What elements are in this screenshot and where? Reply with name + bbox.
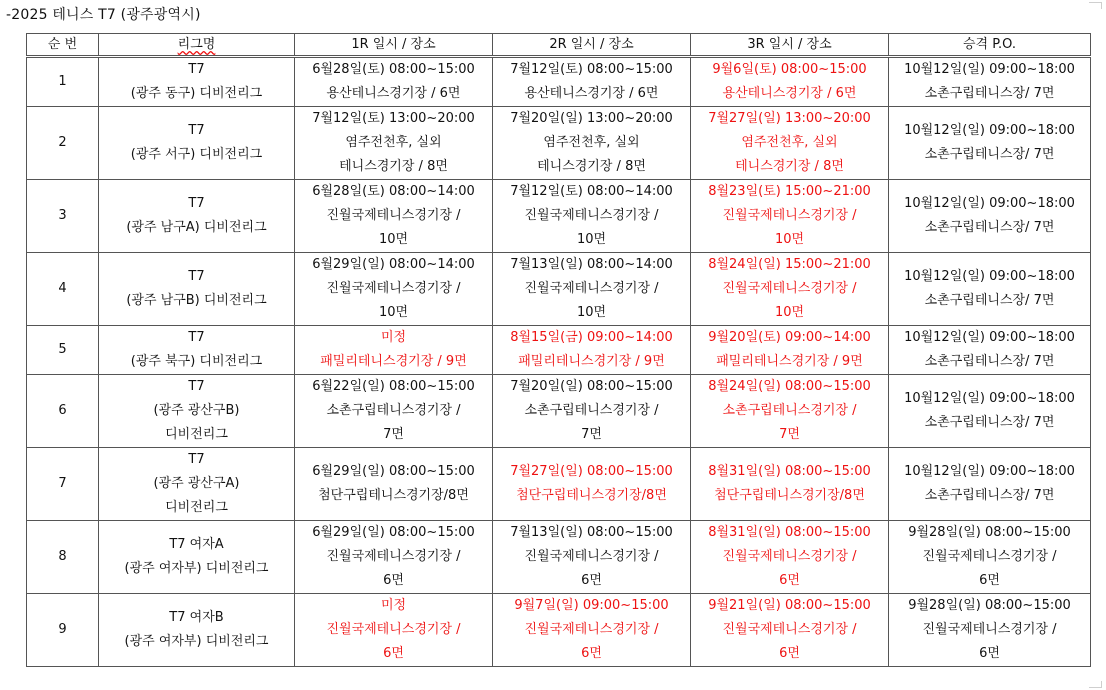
schedule-line: 소촌구립테니스장/ 7면	[924, 220, 1055, 235]
league-name-line: T7	[188, 452, 205, 467]
row-number: 9	[27, 594, 99, 667]
schedule-line: 진월국제테니스경기장 /	[524, 549, 659, 564]
table-row	[27, 180, 1091, 253]
schedule-line: 7월20일(일) 08:00~15:00	[510, 379, 673, 394]
table-row	[27, 253, 1091, 326]
league-name-cell	[99, 448, 295, 521]
round-3-cell	[691, 253, 889, 326]
schedule-line: 소촌구립테니스경기장 /	[326, 403, 461, 418]
schedule-line: 소촌구립테니스경기장 /	[722, 403, 857, 418]
schedule-line: 6월29일(일) 08:00~15:00	[312, 464, 475, 479]
schedule-line: 진월국제테니스경기장 /	[524, 281, 659, 296]
schedule-line: 진월국제테니스경기장 /	[524, 208, 659, 223]
round-1-cell	[295, 375, 493, 448]
schedule-line: 소촌구립테니스장/ 7면	[924, 147, 1055, 162]
schedule-line: 10면	[378, 305, 409, 320]
league-name-cell	[99, 375, 295, 448]
league-name-line: T7 여자A	[169, 537, 224, 552]
page-corner-mark	[1089, 681, 1102, 688]
schedule-line: 진월국제테니스경기장 /	[722, 208, 857, 223]
schedule-line: 염주전천후, 실외	[741, 135, 838, 150]
schedule-line: 6면	[581, 573, 602, 588]
schedule-line: 소촌구립테니스경기장 /	[524, 403, 659, 418]
row-number: 6	[27, 375, 99, 448]
schedule-line: 10월12일(일) 09:00~18:00	[904, 196, 1075, 211]
schedule-line: 패밀리테니스경기장 / 9면	[518, 354, 665, 369]
promotion-playoff-cell	[889, 253, 1091, 326]
round-3-cell	[691, 448, 889, 521]
promotion-playoff-cell	[889, 448, 1091, 521]
schedule-line: 9월28일(일) 08:00~15:00	[908, 525, 1071, 540]
schedule-line: 8월24일(일) 15:00~21:00	[708, 257, 871, 272]
schedule-line: 10월12일(일) 09:00~18:00	[904, 62, 1075, 77]
schedule-line: 9월20일(토) 09:00~14:00	[708, 330, 871, 345]
schedule-line: 용산테니스경기장 / 6면	[326, 86, 461, 101]
round-2-cell	[493, 521, 691, 594]
round-3-cell	[691, 180, 889, 253]
round-3-cell	[691, 521, 889, 594]
schedule-line: 테니스경기장 / 8면	[537, 159, 646, 174]
schedule-line: 용산테니스경기장 / 6면	[524, 86, 659, 101]
league-schedule-table	[26, 33, 1091, 667]
schedule-line: 7면	[779, 427, 800, 442]
league-name-line: (광주 광산구A)	[153, 476, 240, 491]
schedule-line: 첨단구립테니스경기장/8면	[714, 488, 865, 503]
promotion-playoff-cell	[889, 107, 1091, 180]
header-league: 리그명	[99, 34, 295, 57]
schedule-line: 7면	[383, 427, 404, 442]
schedule-line: 소촌구립테니스장/ 7면	[924, 488, 1055, 503]
table-row	[27, 448, 1091, 521]
round-2-cell	[493, 594, 691, 667]
round-3-cell	[691, 594, 889, 667]
row-number: 5	[27, 326, 99, 375]
round-2-cell	[493, 375, 691, 448]
round-1-cell	[295, 253, 493, 326]
league-name-cell	[99, 107, 295, 180]
schedule-line: 10월12일(일) 09:00~18:00	[904, 123, 1075, 138]
schedule-line: 10면	[774, 232, 805, 247]
schedule-line: 소촌구립테니스장/ 7면	[924, 415, 1055, 430]
league-name-line: T7	[188, 123, 205, 138]
league-name-line: (광주 여자부) 디비전리그	[124, 561, 269, 576]
page-corner-mark	[1089, 2, 1102, 9]
round-3-cell	[691, 326, 889, 375]
schedule-line: 소촌구립테니스장/ 7면	[924, 86, 1055, 101]
schedule-line: 7월20일(일) 13:00~20:00	[510, 111, 673, 126]
schedule-line: 6월29일(일) 08:00~14:00	[312, 257, 475, 272]
round-2-cell	[493, 448, 691, 521]
row-number: 2	[27, 107, 99, 180]
row-number: 3	[27, 180, 99, 253]
schedule-line: 10월12일(일) 09:00~18:00	[904, 330, 1075, 345]
schedule-line: 6월28일(토) 08:00~14:00	[312, 184, 475, 199]
promotion-playoff-cell	[889, 594, 1091, 667]
round-3-cell	[691, 107, 889, 180]
schedule-line: 진월국제테니스경기장 /	[922, 549, 1057, 564]
league-name-line: (광주 서구) 디비전리그	[130, 147, 263, 162]
schedule-line: 10면	[774, 305, 805, 320]
schedule-line: 6면	[979, 573, 1000, 588]
round-2-cell	[493, 180, 691, 253]
schedule-line: 9월28일(일) 08:00~15:00	[908, 598, 1071, 613]
round-1-cell	[295, 57, 493, 107]
table-row	[27, 594, 1091, 667]
schedule-line: 진월국제테니스경기장 /	[922, 622, 1057, 637]
round-1-cell	[295, 521, 493, 594]
schedule-line: 6월29일(일) 08:00~15:00	[312, 525, 475, 540]
schedule-line: 6면	[979, 646, 1000, 661]
document-title: -2025 테니스 T7 (광주광역시)	[6, 7, 201, 23]
league-name-line: T7	[188, 379, 205, 394]
league-name-line: T7	[188, 196, 205, 211]
league-name-cell	[99, 594, 295, 667]
header-round-3: 3R 일시 / 장소	[691, 34, 889, 57]
table-row	[27, 326, 1091, 375]
round-2-cell	[493, 253, 691, 326]
league-name-line: (광주 광산구B)	[153, 403, 240, 418]
header-round-2: 2R 일시 / 장소	[493, 34, 691, 57]
schedule-line: 6면	[383, 646, 404, 661]
schedule-line: 6월22일(일) 08:00~15:00	[312, 379, 475, 394]
promotion-playoff-cell	[889, 57, 1091, 107]
round-1-cell	[295, 448, 493, 521]
round-3-cell	[691, 375, 889, 448]
league-name-line: T7 여자B	[169, 610, 224, 625]
schedule-line: 패밀리테니스경기장 / 9면	[716, 354, 863, 369]
round-3-cell	[691, 57, 889, 107]
schedule-line: 10월12일(일) 09:00~18:00	[904, 464, 1075, 479]
schedule-line: 진월국제테니스경기장 /	[722, 622, 857, 637]
schedule-line: 7월12일(토) 08:00~14:00	[510, 184, 673, 199]
round-2-cell	[493, 326, 691, 375]
schedule-line: 진월국제테니스경기장 /	[326, 622, 461, 637]
header-no: 순 번	[27, 34, 99, 57]
league-name-cell	[99, 57, 295, 107]
round-1-cell	[295, 107, 493, 180]
schedule-line: 진월국제테니스경기장 /	[722, 549, 857, 564]
row-number: 1	[27, 57, 99, 107]
league-name-line: T7	[188, 62, 205, 77]
league-name-cell	[99, 521, 295, 594]
schedule-line: 진월국제테니스경기장 /	[524, 622, 659, 637]
schedule-line: 8월23일(토) 15:00~21:00	[708, 184, 871, 199]
schedule-line: 10월12일(일) 09:00~18:00	[904, 269, 1075, 284]
schedule-line: 진월국제테니스경기장 /	[326, 281, 461, 296]
schedule-line: 패밀리테니스경기장 / 9면	[320, 354, 467, 369]
promotion-playoff-cell	[889, 326, 1091, 375]
promotion-playoff-cell	[889, 180, 1091, 253]
schedule-line: 10월12일(일) 09:00~18:00	[904, 391, 1075, 406]
league-name-line: (광주 동구) 디비전리그	[130, 86, 263, 101]
schedule-line: 7월27일(일) 08:00~15:00	[510, 464, 673, 479]
schedule-line: 7면	[581, 427, 602, 442]
schedule-line: 7월27일(일) 13:00~20:00	[708, 111, 871, 126]
schedule-line: 진월국제테니스경기장 /	[722, 281, 857, 296]
league-name-line: (광주 여자부) 디비전리그	[124, 634, 269, 649]
round-2-cell	[493, 57, 691, 107]
schedule-line: 소촌구립테니스장/ 7면	[924, 354, 1055, 369]
schedule-line: 7월13일(일) 08:00~15:00	[510, 525, 673, 540]
round-1-cell	[295, 180, 493, 253]
schedule-line: 8월31일(일) 08:00~15:00	[708, 464, 871, 479]
league-name-line: T7	[188, 269, 205, 284]
schedule-line: 미정	[380, 330, 407, 345]
row-number: 7	[27, 448, 99, 521]
league-name-line: (광주 북구) 디비전리그	[130, 354, 263, 369]
schedule-line: 진월국제테니스경기장 /	[326, 208, 461, 223]
league-name-line: T7	[188, 330, 205, 345]
league-name-cell	[99, 180, 295, 253]
schedule-line: 10면	[576, 232, 607, 247]
league-name-cell	[99, 326, 295, 375]
schedule-line: 9월7일(일) 09:00~15:00	[514, 598, 669, 613]
schedule-line: 10면	[576, 305, 607, 320]
schedule-line: 8월31일(일) 08:00~15:00	[708, 525, 871, 540]
schedule-line: 소촌구립테니스장/ 7면	[924, 293, 1055, 308]
schedule-line: 염주전천후, 실외	[345, 135, 442, 150]
schedule-line: 첨단구립테니스경기장/8면	[516, 488, 667, 503]
schedule-line: 7월12일(토) 13:00~20:00	[312, 111, 475, 126]
schedule-line: 6월28일(토) 08:00~15:00	[312, 62, 475, 77]
schedule-line: 10면	[378, 232, 409, 247]
schedule-line: 8월24일(일) 08:00~15:00	[708, 379, 871, 394]
round-1-cell	[295, 326, 493, 375]
header-promotion-playoff: 승격 P.O.	[889, 34, 1091, 57]
schedule-line: 6면	[779, 646, 800, 661]
round-1-cell	[295, 594, 493, 667]
table-row	[27, 375, 1091, 448]
promotion-playoff-cell	[889, 521, 1091, 594]
schedule-line: 미정	[380, 598, 407, 613]
header-round-1: 1R 일시 / 장소	[295, 34, 493, 57]
schedule-line: 염주전천후, 실외	[543, 135, 640, 150]
table-row	[27, 107, 1091, 180]
table-body	[27, 57, 1091, 667]
schedule-line: 용산테니스경기장 / 6면	[722, 86, 857, 101]
table-row	[27, 57, 1091, 107]
schedule-line: 8월15일(금) 09:00~14:00	[510, 330, 673, 345]
row-number: 8	[27, 521, 99, 594]
schedule-line: 테니스경기장 / 8면	[339, 159, 448, 174]
schedule-line: 6면	[779, 573, 800, 588]
league-name-line: (광주 남구B) 디비전리그	[126, 293, 267, 308]
league-name-line: 디비전리그	[165, 500, 228, 515]
league-name-line: 디비전리그	[165, 427, 228, 442]
schedule-line: 9월21일(일) 08:00~15:00	[708, 598, 871, 613]
row-number: 4	[27, 253, 99, 326]
promotion-playoff-cell	[889, 375, 1091, 448]
schedule-line: 첨단구립테니스경기장/8면	[318, 488, 469, 503]
league-name-cell	[99, 253, 295, 326]
schedule-line: 진월국제테니스경기장 /	[326, 549, 461, 564]
schedule-line: 9월6일(토) 08:00~15:00	[712, 62, 867, 77]
table-header-row	[27, 34, 1091, 57]
schedule-line: 테니스경기장 / 8면	[735, 159, 844, 174]
schedule-line: 7월13일(일) 08:00~14:00	[510, 257, 673, 272]
round-2-cell	[493, 107, 691, 180]
schedule-line: 7월12일(토) 08:00~15:00	[510, 62, 673, 77]
schedule-line: 6면	[383, 573, 404, 588]
league-name-line: (광주 남구A) 디비전리그	[126, 220, 267, 235]
schedule-line: 6면	[581, 646, 602, 661]
table-row	[27, 521, 1091, 594]
